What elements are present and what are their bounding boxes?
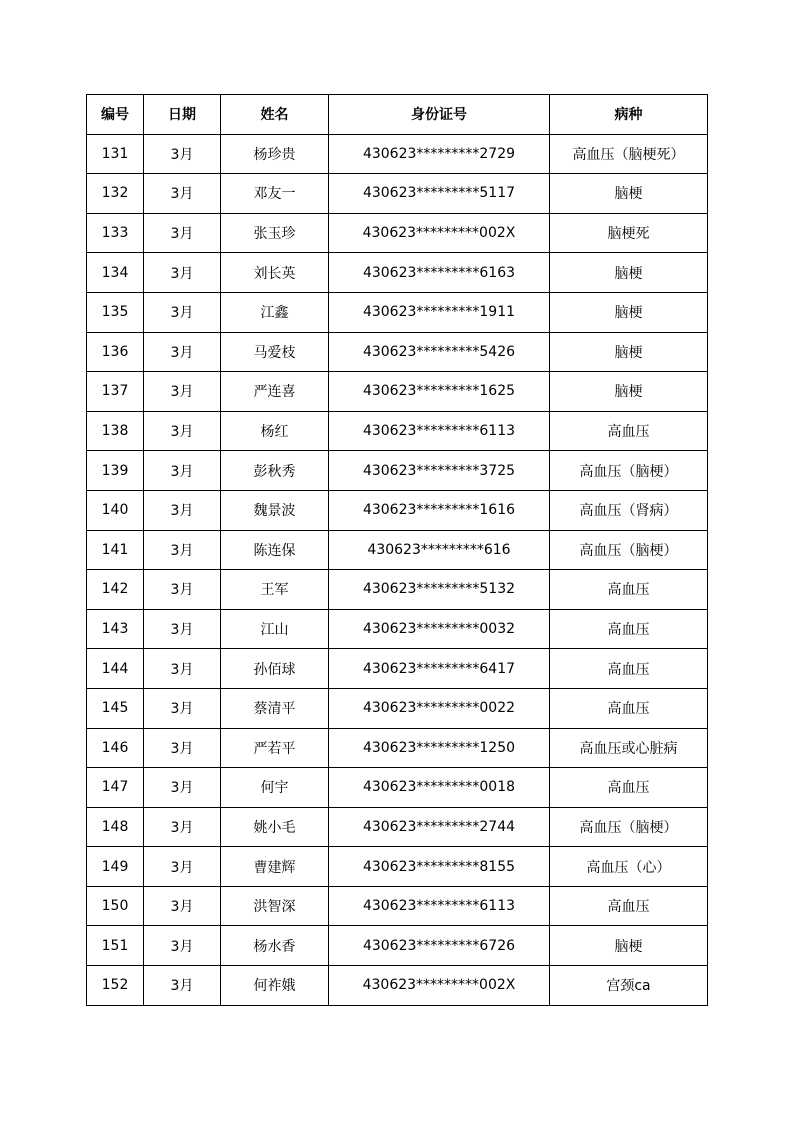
table-row <box>87 847 708 887</box>
cell-disease: 高血压 <box>550 768 708 808</box>
cell-number: 133 <box>87 213 144 253</box>
cell-number: 145 <box>87 688 144 728</box>
header-id-number: 身份证号 <box>329 95 550 135</box>
table-row <box>87 292 708 332</box>
cell-name: 何祚娥 <box>221 966 329 1006</box>
cell-id-number: 430623*********1250 <box>329 728 550 768</box>
cell-disease: 高血压（心） <box>550 847 708 887</box>
table-row <box>87 174 708 214</box>
cell-number: 134 <box>87 253 144 293</box>
cell-number: 140 <box>87 490 144 530</box>
cell-date: 3月 <box>144 213 221 253</box>
cell-name: 何宇 <box>221 768 329 808</box>
cell-name: 刘长英 <box>221 253 329 293</box>
cell-disease: 高血压 <box>550 609 708 649</box>
cell-number: 138 <box>87 411 144 451</box>
cell-disease: 高血压或心脏病 <box>550 728 708 768</box>
table-row <box>87 253 708 293</box>
cell-name: 杨珍贵 <box>221 134 329 174</box>
cell-number: 142 <box>87 570 144 610</box>
cell-id-number: 430623*********3725 <box>329 451 550 491</box>
cell-number: 150 <box>87 886 144 926</box>
cell-date: 3月 <box>144 926 221 966</box>
cell-disease: 脑梗 <box>550 292 708 332</box>
cell-id-number: 430623*********2744 <box>329 807 550 847</box>
header-date: 日期 <box>144 95 221 135</box>
cell-date: 3月 <box>144 886 221 926</box>
cell-name: 杨水香 <box>221 926 329 966</box>
cell-id-number: 430623*********1911 <box>329 292 550 332</box>
cell-name: 姚小毛 <box>221 807 329 847</box>
cell-name: 张玉珍 <box>221 213 329 253</box>
cell-id-number: 430623*********6113 <box>329 886 550 926</box>
cell-number: 132 <box>87 174 144 214</box>
cell-number: 136 <box>87 332 144 372</box>
cell-date: 3月 <box>144 411 221 451</box>
table-row <box>87 332 708 372</box>
table-row <box>87 807 708 847</box>
cell-number: 144 <box>87 649 144 689</box>
cell-name: 邓友一 <box>221 174 329 214</box>
table-row <box>87 886 708 926</box>
cell-name: 杨红 <box>221 411 329 451</box>
cell-disease: 高血压 <box>550 649 708 689</box>
cell-disease: 高血压（脑梗） <box>550 807 708 847</box>
table-row <box>87 966 708 1006</box>
cell-name: 蔡清平 <box>221 688 329 728</box>
cell-number: 146 <box>87 728 144 768</box>
cell-number: 149 <box>87 847 144 887</box>
cell-date: 3月 <box>144 649 221 689</box>
cell-id-number: 430623*********0022 <box>329 688 550 728</box>
cell-number: 131 <box>87 134 144 174</box>
cell-id-number: 430623*********1625 <box>329 372 550 412</box>
cell-id-number: 430623*********002X <box>329 966 550 1006</box>
table-row <box>87 926 708 966</box>
cell-date: 3月 <box>144 609 221 649</box>
cell-disease: 宫颈ca <box>550 966 708 1006</box>
cell-date: 3月 <box>144 134 221 174</box>
cell-number: 143 <box>87 609 144 649</box>
cell-id-number: 430623*********6726 <box>329 926 550 966</box>
cell-id-number: 430623*********5132 <box>329 570 550 610</box>
cell-name: 江山 <box>221 609 329 649</box>
cell-number: 139 <box>87 451 144 491</box>
cell-date: 3月 <box>144 174 221 214</box>
cell-id-number: 430623*********0032 <box>329 609 550 649</box>
patient-table <box>86 94 708 1006</box>
document-page <box>86 94 707 1006</box>
table-row <box>87 649 708 689</box>
cell-date: 3月 <box>144 807 221 847</box>
header-disease: 病种 <box>550 95 708 135</box>
cell-date: 3月 <box>144 728 221 768</box>
cell-date: 3月 <box>144 490 221 530</box>
cell-name: 严连喜 <box>221 372 329 412</box>
header-number: 编号 <box>87 95 144 135</box>
cell-id-number: 430623*********6113 <box>329 411 550 451</box>
cell-name: 曹建辉 <box>221 847 329 887</box>
cell-name: 马爱枝 <box>221 332 329 372</box>
cell-number: 135 <box>87 292 144 332</box>
table-row <box>87 134 708 174</box>
cell-disease: 脑梗 <box>550 332 708 372</box>
table-body <box>87 134 708 1005</box>
cell-number: 151 <box>87 926 144 966</box>
cell-name: 彭秋秀 <box>221 451 329 491</box>
header-name: 姓名 <box>221 95 329 135</box>
table-row <box>87 530 708 570</box>
table-row <box>87 213 708 253</box>
cell-date: 3月 <box>144 292 221 332</box>
cell-disease: 高血压 <box>550 570 708 610</box>
table-row <box>87 768 708 808</box>
cell-date: 3月 <box>144 530 221 570</box>
table-row <box>87 451 708 491</box>
table-row <box>87 728 708 768</box>
cell-disease: 脑梗 <box>550 372 708 412</box>
cell-id-number: 430623*********5117 <box>329 174 550 214</box>
cell-disease: 高血压（肾病） <box>550 490 708 530</box>
cell-date: 3月 <box>144 451 221 491</box>
cell-number: 137 <box>87 372 144 412</box>
cell-disease: 脑梗 <box>550 253 708 293</box>
cell-date: 3月 <box>144 768 221 808</box>
cell-id-number: 430623*********1616 <box>329 490 550 530</box>
cell-number: 148 <box>87 807 144 847</box>
cell-date: 3月 <box>144 688 221 728</box>
cell-name: 陈连保 <box>221 530 329 570</box>
cell-number: 152 <box>87 966 144 1006</box>
cell-disease: 脑梗 <box>550 174 708 214</box>
cell-name: 王军 <box>221 570 329 610</box>
cell-name: 魏景波 <box>221 490 329 530</box>
cell-date: 3月 <box>144 372 221 412</box>
cell-disease: 高血压 <box>550 886 708 926</box>
cell-disease: 脑梗 <box>550 926 708 966</box>
cell-id-number: 430623*********5426 <box>329 332 550 372</box>
cell-date: 3月 <box>144 966 221 1006</box>
cell-disease: 高血压（脑梗） <box>550 451 708 491</box>
cell-date: 3月 <box>144 332 221 372</box>
cell-date: 3月 <box>144 570 221 610</box>
cell-number: 141 <box>87 530 144 570</box>
table-row <box>87 570 708 610</box>
cell-number: 147 <box>87 768 144 808</box>
cell-name: 孙佰球 <box>221 649 329 689</box>
table-row <box>87 609 708 649</box>
cell-name: 江鑫 <box>221 292 329 332</box>
table-row <box>87 372 708 412</box>
cell-id-number: 430623*********6417 <box>329 649 550 689</box>
cell-date: 3月 <box>144 847 221 887</box>
cell-id-number: 430623*********2729 <box>329 134 550 174</box>
cell-name: 洪智深 <box>221 886 329 926</box>
cell-id-number: 430623*********8155 <box>329 847 550 887</box>
cell-id-number: 430623*********6163 <box>329 253 550 293</box>
cell-disease: 高血压（脑梗） <box>550 530 708 570</box>
table-row <box>87 411 708 451</box>
cell-id-number: 430623*********0018 <box>329 768 550 808</box>
table-header-row <box>87 95 708 135</box>
cell-disease: 高血压 <box>550 411 708 451</box>
cell-name: 严若平 <box>221 728 329 768</box>
cell-disease: 高血压（脑梗死） <box>550 134 708 174</box>
table-row <box>87 490 708 530</box>
cell-id-number: 430623*********616 <box>329 530 550 570</box>
table-row <box>87 688 708 728</box>
cell-id-number: 430623*********002X <box>329 213 550 253</box>
cell-disease: 脑梗死 <box>550 213 708 253</box>
cell-date: 3月 <box>144 253 221 293</box>
cell-disease: 高血压 <box>550 688 708 728</box>
